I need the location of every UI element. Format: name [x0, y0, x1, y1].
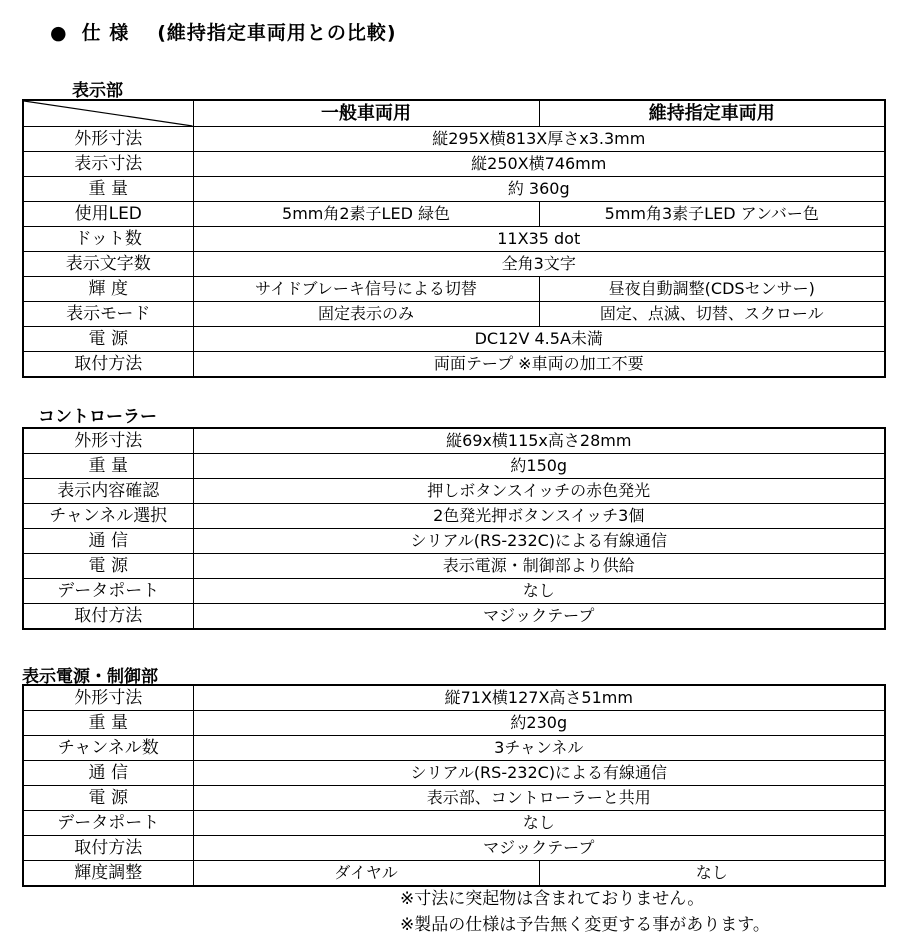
- table-row: [23, 861, 885, 887]
- row-label: 重 量: [23, 177, 193, 202]
- table-row: [23, 554, 885, 579]
- row-label: 取付方法: [23, 604, 193, 630]
- row-value: 表示部、コントローラーと共用: [193, 786, 885, 811]
- row-value-general: ダイヤル: [193, 861, 539, 887]
- row-value: 全角3文字: [193, 252, 885, 277]
- row-label: 表示寸法: [23, 152, 193, 177]
- row-value-designated: 固定、点滅、切替、スクロール: [539, 302, 885, 327]
- row-value-general: 5mm角2素子LED 緑色: [193, 202, 539, 227]
- row-value-general: 固定表示のみ: [193, 302, 539, 327]
- row-label: ドット数: [23, 227, 193, 252]
- row-label: 外形寸法: [23, 428, 193, 454]
- table-row: [23, 327, 885, 352]
- row-value-general: サイドブレーキ信号による切替: [193, 277, 539, 302]
- table-row: [23, 454, 885, 479]
- row-value-designated: 昼夜自動調整(CDSセンサー): [539, 277, 885, 302]
- row-value: 3チャンネル: [193, 736, 885, 761]
- row-label: チャンネル選択: [23, 504, 193, 529]
- row-label: 重 量: [23, 454, 193, 479]
- table-row: [23, 604, 885, 630]
- row-label: 使用LED: [23, 202, 193, 227]
- row-label: チャンネル数: [23, 736, 193, 761]
- power-spec-table: [22, 684, 886, 887]
- row-value: DC12V 4.5A未満: [193, 327, 885, 352]
- bullet-icon: ●: [50, 22, 68, 44]
- row-value: 両面テープ ※車両の加工不要: [193, 352, 885, 378]
- row-value: 約 360g: [193, 177, 885, 202]
- footnotes: [400, 886, 770, 938]
- row-value: 2色発光押ボタンスイッチ3個: [193, 504, 885, 529]
- header-corner-cell: [23, 100, 193, 127]
- table-row: [23, 786, 885, 811]
- table-row: [23, 736, 885, 761]
- section-label-power: 表示電源・制御部: [22, 667, 158, 687]
- table-row: [23, 227, 885, 252]
- row-value: 表示電源・制御部より供給: [193, 554, 885, 579]
- row-label: 電 源: [23, 786, 193, 811]
- diagonal-line-icon: [24, 101, 193, 126]
- row-value: 縦69x横115x高さ28mm: [193, 428, 885, 454]
- row-label: 外形寸法: [23, 127, 193, 152]
- row-value: 縦295X横813X厚さx3.3mm: [193, 127, 885, 152]
- table-row: [23, 685, 885, 711]
- row-label: 取付方法: [23, 836, 193, 861]
- footnote: ※製品の仕様は予告無く変更する事があります。: [400, 915, 770, 935]
- row-label: 表示モード: [23, 302, 193, 327]
- row-value: 約150g: [193, 454, 885, 479]
- title-main: 仕 様: [81, 22, 130, 44]
- table-header-row: [23, 100, 885, 127]
- table-row: [23, 504, 885, 529]
- row-value: なし: [193, 811, 885, 836]
- row-label: 輝度調整: [23, 861, 193, 887]
- row-label: 外形寸法: [23, 685, 193, 711]
- row-label: 電 源: [23, 327, 193, 352]
- section-label-controller: コントローラー: [38, 407, 157, 427]
- row-value: 縦71X横127X高さ51mm: [193, 685, 885, 711]
- row-label: 重 量: [23, 711, 193, 736]
- table-row: [23, 761, 885, 786]
- row-label: 表示文字数: [23, 252, 193, 277]
- table-row: [23, 428, 885, 454]
- row-label: 通 信: [23, 761, 193, 786]
- row-label: 電 源: [23, 554, 193, 579]
- table-row: [23, 352, 885, 378]
- row-value: シリアル(RS-232C)による有線通信: [193, 761, 885, 786]
- display-spec-table: [22, 99, 886, 378]
- title-sub: (維持指定車両用との比較): [157, 22, 397, 44]
- table-row: [23, 711, 885, 736]
- row-label: 取付方法: [23, 352, 193, 378]
- row-label: 表示内容確認: [23, 479, 193, 504]
- table-row: [23, 836, 885, 861]
- table-row: [23, 177, 885, 202]
- row-value: マジックテープ: [193, 604, 885, 630]
- row-value-designated: 5mm角3素子LED アンバー色: [539, 202, 885, 227]
- row-label: 通 信: [23, 529, 193, 554]
- header-designated-vehicle: 維持指定車両用: [539, 100, 885, 127]
- table-row: [23, 479, 885, 504]
- table-row: [23, 127, 885, 152]
- table-row: [23, 152, 885, 177]
- row-value: 約230g: [193, 711, 885, 736]
- table-row: [23, 202, 885, 227]
- header-general-vehicle: 一般車両用: [193, 100, 539, 127]
- page-title: [50, 18, 397, 45]
- table-row: [23, 277, 885, 302]
- row-value: シリアル(RS-232C)による有線通信: [193, 529, 885, 554]
- row-value: なし: [193, 579, 885, 604]
- row-value: 縦250X横746mm: [193, 152, 885, 177]
- table-row: [23, 252, 885, 277]
- row-value: 11X35 dot: [193, 227, 885, 252]
- row-label: データポート: [23, 811, 193, 836]
- row-value: 押しボタンスイッチの赤色発光: [193, 479, 885, 504]
- row-value-designated: なし: [539, 861, 885, 887]
- controller-spec-table: [22, 427, 886, 630]
- row-label: データポート: [23, 579, 193, 604]
- table-row: [23, 529, 885, 554]
- table-row: [23, 811, 885, 836]
- table-row: [23, 302, 885, 327]
- row-value: マジックテープ: [193, 836, 885, 861]
- section-label-display: 表示部: [72, 81, 123, 101]
- table-row: [23, 579, 885, 604]
- row-label: 輝 度: [23, 277, 193, 302]
- footnote: ※寸法に突起物は含まれておりません。: [400, 889, 705, 909]
